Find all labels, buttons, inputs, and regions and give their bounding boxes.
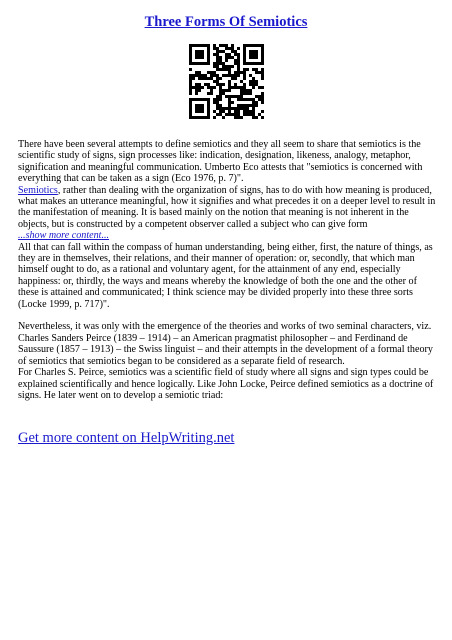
paragraph-semiotics-text: , rather than dealing with the organization of signs, has to do with how meaning is produced, what makes an utterance meaningful, how it signifies and what precedes it on a deeper level to result in the manifestation of meaning. It is based mainly on the notion that meaning is not inherent in the objects, but is constructed by a competent observer called a subject who can give form [18,184,436,230]
document-title[interactable]: Three Forms Of Semiotics [144,14,308,30]
helpwriting-link[interactable]: Get more content on HelpWriting.net [18,430,235,446]
show-more-link[interactable]: ...show more content... [18,230,110,242]
paragraph-locke: All that can fall within the compass of human understanding, being either, first, the nature of things, as they are in themselves, their relations, and their manner of operation: or, secondly, that which man himself ought to do, as a rational and voluntary agent, for the attainment of any end, especially happiness: or, thirdly, the ways and means whereby the knowledge of both the one and the other of these is attained and communicated; I think science may be divided properly into these three sorts (Locke 1999, p. 717)". [18,241,433,310]
qr-code-icon [189,44,264,119]
paragraph-peirce-saussure: Nevertheless, it was only with the emergence of the theories and works of two seminal characters, viz. Charles Sanders Peirce (1839 – 1914) – an American pragmatist philosopher – and Ferdinand de Saussure (1857 – 1913) – the Swiss linguist – and their attempts in the development of a formal theory of semiotics that semiotics began to be considered as a separate field of research. [18,321,433,367]
document-body [18,139,436,401]
paragraph-semiotics [18,185,436,231]
paragraph-gap [18,310,436,321]
paragraph-peirce: For Charles S. Peirce, semiotics was a scientific field of study where all signs and sign types could be explained scientifically and hence logically. Like John Locke, Peirce defined semiotics as a doctrine of signs. He later went on to develop a semiotic triad: [18,367,434,401]
paragraph-intro: There have been several attempts to define semiotics and they all seem to share that semiotics is the scientific study of signs, sign processes like: indication, designation, likeness, analogy, metaphor, signification and meaningful communication. Umberto Eco attests that "semiotics is concerned with everything that can be taken as a sign (Eco 1976, p. 7)". [18,139,423,185]
semiotics-link[interactable]: Semiotics [18,184,58,196]
